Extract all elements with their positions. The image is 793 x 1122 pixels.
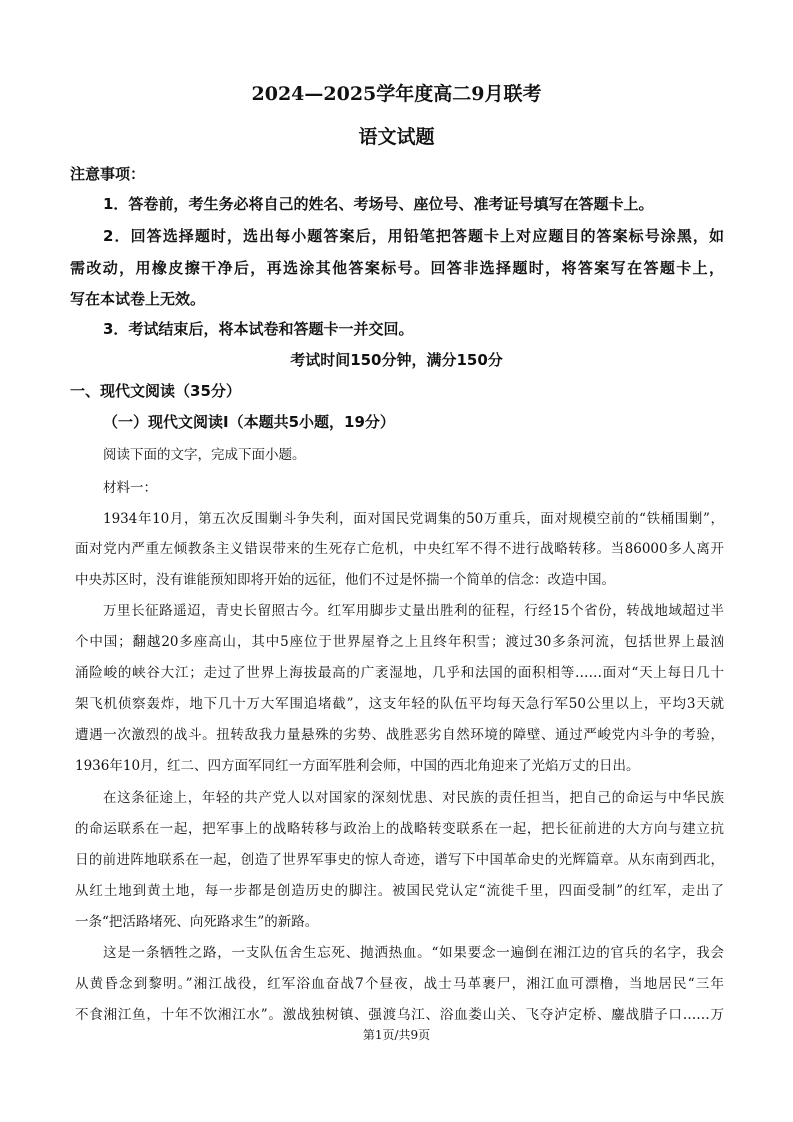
passage-line: 从红土地到黄土地，每一步都是创造历史的脚注。被国民党认定“流徙千里，四面受制”的红军，走出了 xyxy=(75,883,724,899)
passage-line: 涌险峻的峡谷大江；走过了世界上海拔最高的广袤湿地，几乎和法国的面积相等……面对“天上每日几十 xyxy=(75,665,724,681)
subsection-heading: （一）现代文阅读Ⅰ（本题共5小题，19分） xyxy=(103,413,395,431)
passage-line: 遭遇一次激烈的战斗。扭转敌我力量悬殊的劣势、战胜恶劣自然环境的障壁、通过严峻党内斗争的考验， xyxy=(75,727,724,743)
passage-line: 个中国；翻越20多座高山，其中5座位于世界屋脊之上且终年积雪；渡过30多条河流，包括世界上最汹 xyxy=(75,634,724,650)
exam-info: 考试时间150分钟，满分150分 xyxy=(290,351,503,369)
passage-line: 架飞机侦察轰炸，地下几十万大军围追堵截”，这支年轻的队伍平均每天急行军50公里以上，平均3天就 xyxy=(75,696,724,712)
passage-line: 1934年10月，第五次反围剿斗争失利，面对国民党调集的50万重兵，面对规模空前的“铁桶围剿”， xyxy=(103,511,724,527)
page-number: 第1页/共9页 xyxy=(362,1028,431,1042)
passage-line: 不食湘江鱼，十年不饮湘江水”。激战独树镇、强渡乌江、浴血娄山关、飞夺泸定桥、鏖战腊子口……万 xyxy=(75,1007,724,1023)
passage-line: 日的前进阵地联系在一起，创造了世界军事史的惊人奇迹，谱写下中国革命史的光辉篇章。从东南到西北， xyxy=(75,852,724,868)
passage-line: 万里长征路遥迢，青史长留照古今。红军用脚步丈量出胜利的征程，行经15个省份，转战地域超过半 xyxy=(103,603,724,619)
notice-heading: 注意事项： xyxy=(70,165,146,183)
passage-line: 这是一条牺牲之路，一支队伍舍生忘死、抛洒热血。“如果要念一遍倒在湘江边的官兵的名字，我会 xyxy=(103,945,724,961)
notice-item: 3．考试结束后，将本试卷和答题卡一并交回。 xyxy=(103,320,414,338)
section-heading: 一、现代文阅读（35分） xyxy=(70,382,241,400)
passage-line: 从黄昏念到黎明。”湘江战役，红军浴血奋战7个昼夜，战士马革裹尸，湘江血可漂橹，当地居民“三年 xyxy=(75,976,724,992)
passage-line: 面对党内严重左倾教条主义错误带来的生死存亡危机，中央红军不得不进行战略转移。当86000多人离开 xyxy=(75,541,724,557)
passage-line: 一条“把活路堵死、向死路求生”的新路。 xyxy=(75,914,319,930)
notice-item: 需改动，用橡皮擦干净后，再选涂其他答案标号。回答非选择题时，将答案写在答题卡上， xyxy=(70,259,724,277)
material-label: 材料一： xyxy=(103,480,157,496)
notice-item: 1．答卷前，考生务必将自己的姓名、考场号、座位号、准考证号填写在答题卡上。 xyxy=(103,195,654,213)
exam-subtitle: 语文试题 xyxy=(358,126,435,148)
exam-title: 2024—2025学年度高二9月联考 xyxy=(251,83,542,105)
passage-line: 在这条征途上，年轻的共产党人以对国家的深刻忧患、对民族的责任担当，把自己的命运与中华民族 xyxy=(103,790,724,806)
notice-item: 2．回答选择题时，选出每小题答案后，用铅笔把答题卡上对应题目的答案标号涂黑，如 xyxy=(103,227,724,245)
passage-line: 的命运联系在一起，把军事上的战略转移与政治上的战略转变联系在一起，把长征前进的大方向与建立抗 xyxy=(75,821,724,837)
passage-line: 1936年10月，红二、四方面军同红一方面军胜利会师，中国的西北角迎来了光焰万丈的日出。 xyxy=(75,758,640,774)
notice-item: 写在本试卷上无效。 xyxy=(70,290,206,308)
passage-line: 中央苏区时，没有谁能预知即将开始的远征，他们不过是怀揣一个简单的信念：改造中国。 xyxy=(75,572,615,588)
instruction-text: 阅读下面的文字，完成下面小题。 xyxy=(103,447,306,463)
